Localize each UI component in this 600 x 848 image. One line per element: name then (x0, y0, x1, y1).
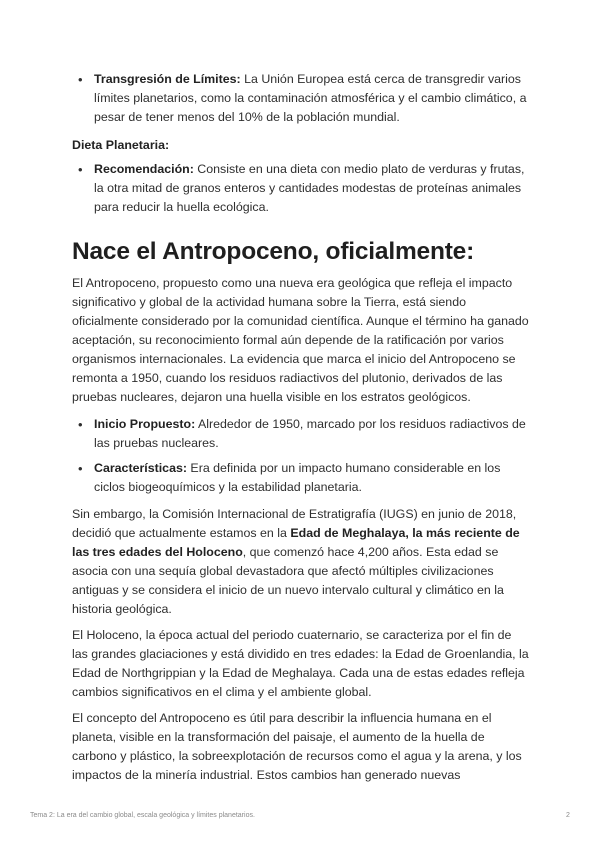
subheading-dieta: Dieta Planetaria: (72, 138, 170, 152)
bullet-text: Alrededor de 1950, marcado por los residuos radiactivos de las pruebas nucleares. (94, 417, 526, 450)
paragraph-holoceno: El Holoceno, la época actual del periodo cuaternario, se caracteriza por el fin de las grandes glaciaciones y está dividido en tres edades: la Edad de Groenlandia, la Edad de Northgrippian y la Edad de Meghalaya. Cada una de estas edades refleja cambios significativos en el clima y el ambiente global. (72, 628, 529, 699)
bullet-label: Características: (94, 461, 187, 475)
bullet-list-antropoceno (72, 415, 530, 497)
page-content (72, 70, 530, 785)
bullet-text: Consiste en una dieta con medio plato de verduras y frutas, la otra mitad de granos enteros y cantidades modestas de proteínas animales para reducir la huella ecológica. (94, 162, 525, 214)
footer-title: Tema 2: La era del cambio global, escala geológica y límites planetarios. (30, 812, 255, 819)
section-heading: Nace el Antropoceno, oficialmente: (72, 238, 475, 265)
bullet-list-diet (72, 160, 530, 217)
bullet-label: Transgresión de Límites: (94, 72, 241, 86)
paragraph-antropoceno: El Antropoceno, propuesto como una nueva era geológica que refleja el impacto significativo y global de la actividad humana sobre la Tierra, está siendo oficialmente considerado por la comunidad científica. Aunque el término ha ganado aceptación, su reconocimiento formal aún depende de la ratificación por varios organismos internacionales. La evidencia que marca el inicio del Antropoceno se remonta a 1950, cuando los residuos radiactivos del plutonio, derivados de las pruebas nucleares, dejaron una huella visible en los estratos geológicos. (72, 276, 529, 404)
paragraph-concepto: El concepto del Antropoceno es útil para describir la influencia humana en el planeta, visible en la transformación del paisaje, el aumento de la huella de carbono y plástico, la sobreexplotación de recursos como el agua y la arena, y los impactos de la minería industrial. Estos cambios han generado nuevas (72, 711, 522, 782)
bullet-text: La Unión Europea está cerca de transgredir varios límites planetarios, como la contaminación atmosférica y el cambio climático, a pesar de tener menos del 10% de la población mundial. (94, 72, 527, 124)
bold-phrase: Edad de Meghalaya, la más reciente de las tres edades del Holoceno (72, 526, 520, 559)
paragraph-text: , que comenzó hace 4,200 años. Esta edad se asocia con una sequía global devastadora que afectó múltiples civilizaciones antiguas y se considera el inicio de un nuevo intervalo cultural y climático en la historia geológica. (72, 545, 504, 616)
list-item (72, 415, 530, 453)
paragraph-text: Sin embargo, la Comisión Internacional de Estratigrafía (IUGS) en junio de 2018, decidió que actualmente estamos en la (72, 507, 517, 540)
paragraph-iugs (72, 505, 530, 619)
page-number: 2 (566, 812, 570, 819)
bullet-text: Era definida por un impacto humano considerable en los ciclos biogeoquímicos y la estabilidad planetaria. (94, 461, 501, 494)
bullet-list-limits (72, 70, 530, 127)
list-item (72, 160, 530, 217)
list-item (72, 459, 530, 497)
bullet-label: Recomendación: (94, 162, 194, 176)
list-item (72, 70, 530, 127)
bullet-label: Inicio Propuesto: (94, 417, 196, 431)
